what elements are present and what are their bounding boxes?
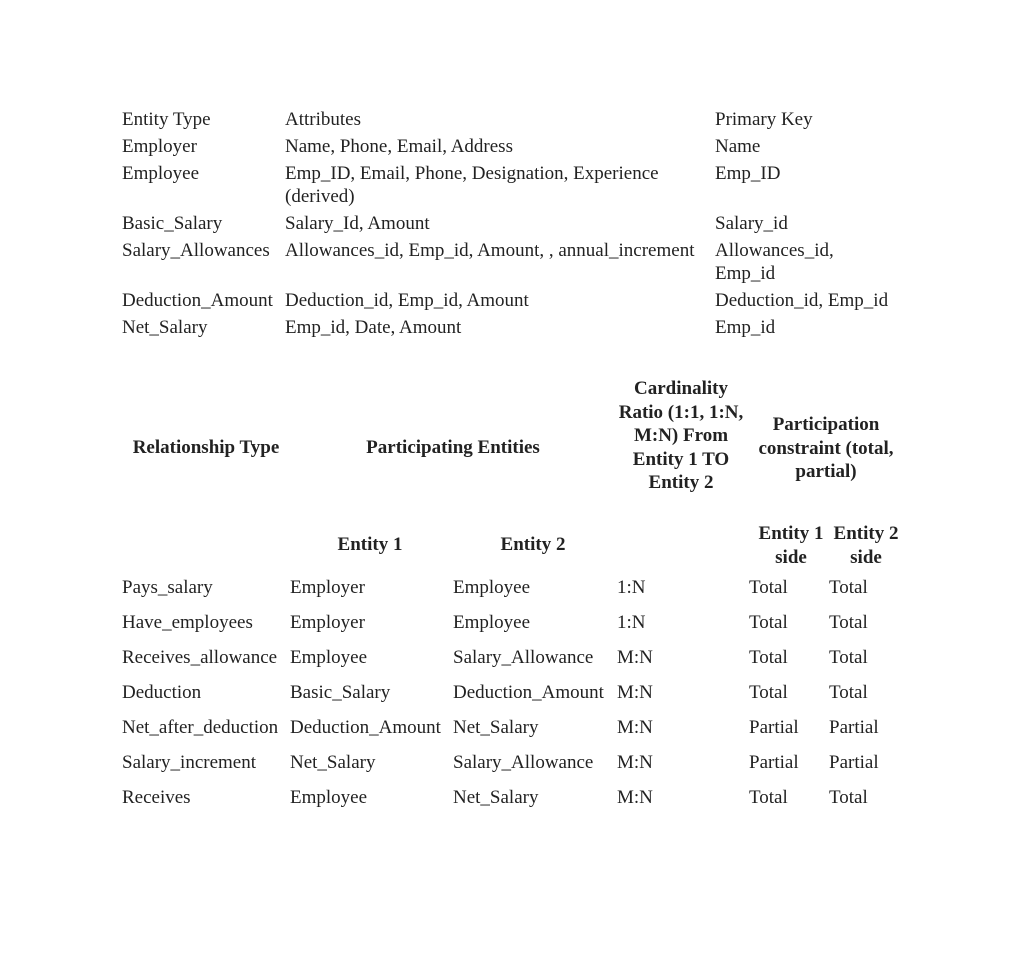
header-primary-key: Primary Key	[715, 109, 813, 130]
header-relationship-type: Relationship Type	[132, 437, 280, 458]
relationship-cardinality: M:N	[617, 717, 653, 738]
relationship-entity-1: Employee	[290, 787, 368, 808]
relationship-entity-2: Net_Salary	[453, 787, 539, 808]
entity-primary-key: Name	[715, 136, 761, 157]
entity-row	[122, 316, 915, 339]
relationship-table-header	[122, 376, 909, 522]
relationship-entity-1-participation: Total	[749, 577, 788, 598]
entity-primary-key: Deduction_id, Emp_id	[715, 290, 889, 311]
entity-row	[122, 289, 915, 312]
relationship-entity-2: Deduction_Amount	[453, 682, 604, 703]
relationship-entity-2: Salary_Allowance	[453, 647, 594, 668]
entity-primary-key: Emp_id	[715, 317, 776, 338]
relationship-entity-1: Basic_Salary	[290, 682, 391, 703]
entity-attributes: Allowances_id, Emp_id, Amount, , annual_increment	[285, 240, 695, 261]
relationship-name: Receives_allowance	[122, 647, 278, 668]
relationship-entity-1-participation: Partial	[749, 717, 799, 738]
header-participating-entities: Participating Entities	[366, 437, 540, 458]
relationship-entity-2: Salary_Allowance	[453, 752, 594, 773]
header-cardinality-ratio: Cardinality Ratio (1:1, 1:N, M:N) From Entity 1 TO Entity 2	[618, 378, 744, 493]
relationship-entity-2-participation: Partial	[829, 717, 879, 738]
relationship-entity-1: Employee	[290, 647, 368, 668]
relationship-table-subheader	[122, 522, 909, 570]
relationship-cardinality: M:N	[617, 682, 653, 703]
entity-name: Employee	[122, 163, 200, 184]
header-participation-constraint: Participation constraint (total, partial)	[758, 414, 894, 482]
relationship-name: Deduction	[122, 682, 202, 703]
relationship-cardinality: 1:N	[617, 612, 646, 633]
entity-name: Employer	[122, 136, 197, 157]
entity-primary-key: Emp_ID	[715, 163, 781, 184]
entity-row	[122, 212, 915, 235]
entity-row	[122, 239, 915, 285]
relationship-name: Receives	[122, 787, 191, 808]
relationship-entity-2-participation: Total	[829, 612, 868, 633]
entity-primary-key: Salary_id	[715, 213, 788, 234]
relationship-cardinality: M:N	[617, 647, 653, 668]
entity-table	[122, 108, 915, 343]
relationship-entity-2-participation: Total	[829, 577, 868, 598]
relationship-entity-2: Net_Salary	[453, 717, 539, 738]
relationship-name: Net_after_deduction	[122, 717, 279, 738]
entity-primary-key: Allowances_id, Emp_id	[715, 240, 834, 284]
relationship-entity-2-participation: Partial	[829, 752, 879, 773]
relationship-entity-1: Net_Salary	[290, 752, 376, 773]
entity-name: Basic_Salary	[122, 213, 223, 234]
entity-attributes: Salary_Id, Amount	[285, 213, 430, 234]
relationship-table	[122, 376, 909, 815]
relationship-entity-1-participation: Total	[749, 612, 788, 633]
relationship-entity-2-participation: Total	[829, 647, 868, 668]
relationship-entity-2-participation: Total	[829, 682, 868, 703]
relationship-row	[122, 780, 909, 815]
entity-row	[122, 162, 915, 208]
relationship-entity-1: Employer	[290, 577, 365, 598]
entity-row	[122, 135, 915, 158]
entity-table-header	[122, 108, 915, 131]
relationship-row	[122, 570, 909, 605]
relationship-row	[122, 640, 909, 675]
relationship-entity-2: Employee	[453, 577, 531, 598]
relationship-entity-1-participation: Total	[749, 787, 788, 808]
entity-attributes: Name, Phone, Email, Address	[285, 136, 513, 157]
relationship-entity-2: Employee	[453, 612, 531, 633]
relationship-row	[122, 745, 909, 780]
relationship-entity-1-participation: Total	[749, 682, 788, 703]
relationship-entity-2-participation: Total	[829, 787, 868, 808]
entity-name: Deduction_Amount	[122, 290, 273, 311]
header-attributes: Attributes	[285, 109, 361, 130]
header-entity-type: Entity Type	[122, 109, 211, 130]
relationship-row	[122, 710, 909, 745]
relationship-name: Have_employees	[122, 612, 253, 633]
relationship-name: Pays_salary	[122, 577, 213, 598]
entity-name: Salary_Allowances	[122, 240, 270, 261]
entity-attributes: Emp_id, Date, Amount	[285, 317, 462, 338]
relationship-name: Salary_increment	[122, 752, 257, 773]
relationship-cardinality: M:N	[617, 787, 653, 808]
entity-attributes: Deduction_id, Emp_id, Amount	[285, 290, 529, 311]
subheader-entity-2-side: Entity 2 side	[833, 523, 899, 568]
relationship-entity-1-participation: Partial	[749, 752, 799, 773]
entity-attributes: Emp_ID, Email, Phone, Designation, Experience (derived)	[285, 163, 659, 207]
relationship-row	[122, 605, 909, 640]
relationship-cardinality: M:N	[617, 752, 653, 773]
relationship-row	[122, 675, 909, 710]
entity-name: Net_Salary	[122, 317, 208, 338]
subheader-entity-1-side: Entity 1 side	[758, 523, 824, 568]
subheader-entity-2: Entity 2	[500, 534, 566, 555]
subheader-entity-1: Entity 1	[337, 534, 403, 555]
relationship-entity-1: Employer	[290, 612, 365, 633]
relationship-cardinality: 1:N	[617, 577, 646, 598]
relationship-entity-1: Deduction_Amount	[290, 717, 441, 738]
relationship-entity-1-participation: Total	[749, 647, 788, 668]
